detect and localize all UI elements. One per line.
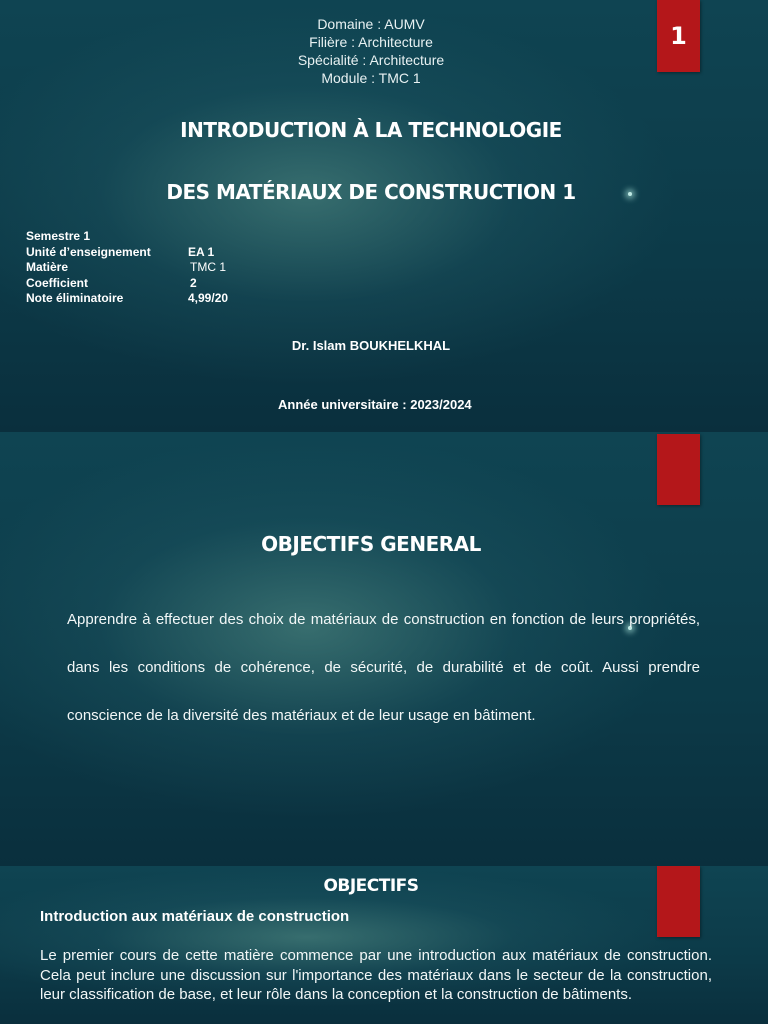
objective-paragraph: Apprendre à effectuer des choix de matériaux de construction en fonction de leurs propriétés, dans les conditions de cohérence, de sécurité, de durabilité et de coût. Aussi prendre conscience de la diversité des matériaux et de leur usage en bâtiment. xyxy=(67,611,700,724)
slide-title-line-2: DES MATÉRIAUX DE CONSTRUCTION 1 xyxy=(166,180,576,204)
course-header xyxy=(0,15,742,87)
slide-title: OBJECTIFS GENERAL xyxy=(261,532,481,556)
slide-title-line-1: INTRODUCTION À LA TECHNOLOGIE xyxy=(180,118,562,142)
page-number-badge xyxy=(657,434,700,505)
info-label: Note éliminatoire xyxy=(26,291,124,305)
page-number: 1 xyxy=(670,22,687,50)
academic-year: Année universitaire : 2023/2024 xyxy=(278,397,472,412)
filiere-line: Filière : Architecture xyxy=(309,34,433,50)
slide-1 xyxy=(0,0,768,432)
author-name: Dr. Islam BOUKHELKHAL xyxy=(291,338,451,353)
info-value: 2 xyxy=(190,275,197,290)
info-row xyxy=(26,276,228,292)
info-value: EA 1 xyxy=(188,244,215,259)
course-info-table xyxy=(26,229,228,307)
semestre-label: Semestre 1 xyxy=(26,229,91,243)
info-label: Matière xyxy=(26,260,69,274)
info-label: Unité d’enseignement xyxy=(26,244,151,259)
info-label: Coefficient xyxy=(26,275,89,290)
slide-2 xyxy=(0,432,768,866)
domaine-line: Domaine : AUMV xyxy=(317,16,425,32)
info-value: 4,99/20 xyxy=(188,291,229,305)
module-line: Module : TMC 1 xyxy=(321,70,421,86)
slide-title: OBJECTIFS xyxy=(323,876,419,896)
section-paragraph: Le premier cours de cette matière commence par une introduction aux matériaux de construction. Cela peut inclure une discussion sur l'importance des matériaux dans le secteur de la construction, leur classification de base, et leur rôle dans la conception et la construction de bâtiments. xyxy=(40,947,712,1003)
section-subheading: Introduction aux matériaux de construction xyxy=(40,908,350,925)
slide-3 xyxy=(0,866,768,1024)
info-row xyxy=(26,291,228,307)
info-row xyxy=(26,245,228,261)
info-row xyxy=(26,260,228,276)
info-value: TMC 1 xyxy=(190,260,226,274)
specialite-line: Spécialité : Architecture xyxy=(297,52,445,68)
